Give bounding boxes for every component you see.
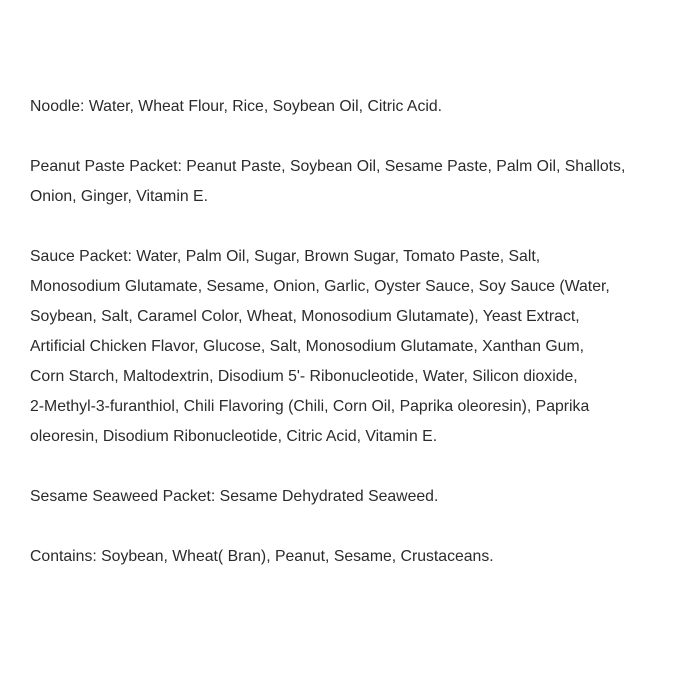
paragraph-contains [30,542,690,572]
text-line: Peanut Paste Packet: Peanut Paste, Soybean Oil, Sesame Paste, Palm Oil, Shallots, [30,158,626,175]
text-line: 2-Methyl-3-furanthiol, Chili Flavoring (Chili, Corn Oil, Paprika oleoresin), Paprika [30,398,590,415]
paragraph-sauce-packet [30,242,690,452]
text-line: Contains: Soybean, Wheat( Bran), Peanut, Sesame, Crustaceans. [30,548,494,565]
text-line: Noodle: Water, Wheat Flour, Rice, Soybean Oil, Citric Acid. [30,98,443,115]
text-line: Onion, Ginger, Vitamin E. [30,188,208,205]
text-line: Artificial Chicken Flavor, Glucose, Salt, Monosodium Glutamate, Xanthan Gum, [30,338,585,355]
text-line: Monosodium Glutamate, Sesame, Onion, Garlic, Oyster Sauce, Soy Sauce (Water, [30,278,610,295]
paragraph-peanut-paste-packet [30,152,690,212]
text-line: Sesame Seaweed Packet: Sesame Dehydrated Seaweed. [30,488,439,505]
text-line: oleoresin, Disodium Ribonucleotide, Citric Acid, Vitamin E. [30,428,438,445]
ingredients-document [30,92,690,602]
text-line: Corn Starch, Maltodextrin, Disodium 5'- Ribonucleotide, Water, Silicon dioxide, [30,368,578,385]
paragraph-noodle [30,92,690,122]
paragraph-sesame-seaweed-packet [30,482,690,512]
text-line: Sauce Packet: Water, Palm Oil, Sugar, Brown Sugar, Tomato Paste, Salt, [30,248,541,265]
text-line: Soybean, Salt, Caramel Color, Wheat, Monosodium Glutamate), Yeast Extract, [30,308,580,325]
